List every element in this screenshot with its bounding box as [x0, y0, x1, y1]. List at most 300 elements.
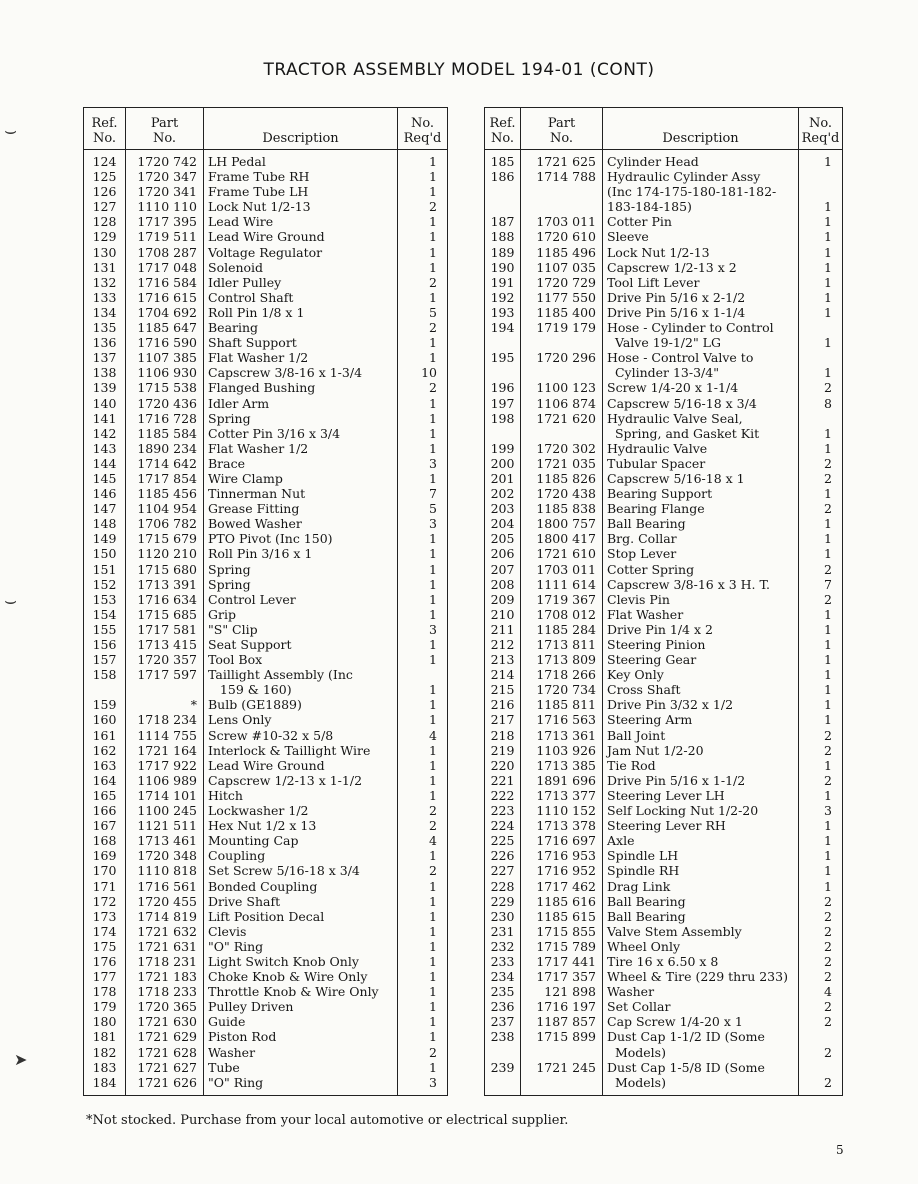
table-row: [84, 546, 448, 561]
part-no-cell: 1714 819: [126, 909, 204, 924]
table-row: [84, 501, 448, 516]
part-no-cell: 1721 035: [521, 456, 603, 471]
part-no-cell: 1717 597: [126, 667, 204, 682]
ref-no-cell: 226: [485, 848, 521, 863]
table-row: [84, 456, 448, 471]
description-cell: Washer: [204, 1045, 398, 1060]
qty-cell: 1: [799, 697, 843, 712]
ref-no-header: Ref. No.: [485, 108, 521, 150]
part-no-cell: 1721 610: [521, 546, 603, 561]
description-cell: Pulley Driven: [204, 999, 398, 1014]
ref-no-cell: 224: [485, 818, 521, 833]
table-row: [84, 516, 448, 531]
part-no-cell: 1721 620: [521, 411, 603, 426]
ref-no-cell: 154: [84, 607, 126, 622]
part-no-cell: [521, 365, 603, 380]
qty-cell: 1: [799, 516, 843, 531]
qty-cell: 1: [398, 909, 448, 924]
part-no-cell: 1185 616: [521, 894, 603, 909]
table-row: [485, 999, 843, 1014]
ref-no-cell: [485, 1075, 521, 1096]
qty-cell: 1: [398, 577, 448, 592]
ref-no-cell: 134: [84, 305, 126, 320]
description-cell: Cross Shaft: [603, 682, 799, 697]
part-no-cell: 1713 378: [521, 818, 603, 833]
table-row: [84, 396, 448, 411]
part-no-cell: 1717 357: [521, 969, 603, 984]
part-no-cell: 1721 632: [126, 924, 204, 939]
description-cell: Tubular Spacer: [603, 456, 799, 471]
description-cell: PTO Pivot (Inc 150): [204, 531, 398, 546]
ref-no-cell: 190: [485, 260, 521, 275]
ref-no-cell: 236: [485, 999, 521, 1014]
ref-no-cell: 170: [84, 863, 126, 878]
part-no-cell: 1715 679: [126, 531, 204, 546]
qty-cell: 1: [398, 350, 448, 365]
ref-no-cell: 179: [84, 999, 126, 1014]
part-no-cell: 1111 614: [521, 577, 603, 592]
description-cell: Dust Cap 1-1/2 ID (Some: [603, 1029, 799, 1044]
description-cell: Spring, and Gasket Kit: [603, 426, 799, 441]
ref-no-cell: 203: [485, 501, 521, 516]
ref-no-cell: [485, 1045, 521, 1060]
table-row: [84, 879, 448, 894]
table-row: [485, 562, 843, 577]
part-no-cell: 1715 899: [521, 1029, 603, 1044]
table-row: [485, 396, 843, 411]
part-no-cell: 1720 341: [126, 184, 204, 199]
table-row: [485, 592, 843, 607]
description-cell: Brg. Collar: [603, 531, 799, 546]
qty-cell: [398, 667, 448, 682]
description-cell: Wheel & Tire (229 thru 233): [603, 969, 799, 984]
qty-cell: 1: [799, 607, 843, 622]
qty-cell: 1: [799, 788, 843, 803]
qty-cell: 7: [799, 577, 843, 592]
description-cell: Throttle Knob & Wire Only: [204, 984, 398, 999]
parts-table-right: [484, 107, 843, 1096]
table-row: [84, 969, 448, 984]
table-row: [84, 818, 448, 833]
description-cell: Mounting Cap: [204, 833, 398, 848]
qty-cell: 2: [398, 818, 448, 833]
part-no-cell: 1721 626: [126, 1075, 204, 1096]
part-no-cell: 1107 035: [521, 260, 603, 275]
part-no-cell: 1703 011: [521, 214, 603, 229]
description-cell: Lockwasher 1/2: [204, 803, 398, 818]
part-no-cell: 1185 615: [521, 909, 603, 924]
qty-cell: 1: [799, 486, 843, 501]
part-no-cell: 1720 347: [126, 169, 204, 184]
table-row: [84, 592, 448, 607]
description-cell: Frame Tube LH: [204, 184, 398, 199]
table-row: [485, 150, 843, 170]
ref-no-cell: 171: [84, 879, 126, 894]
table-row: [84, 637, 448, 652]
ref-no-cell: [485, 426, 521, 441]
table-row: [485, 1060, 843, 1075]
part-no-cell: 1720 302: [521, 441, 603, 456]
qty-cell: 1: [398, 999, 448, 1014]
ref-no-cell: 235: [485, 984, 521, 999]
table-row: [485, 245, 843, 260]
ref-no-cell: 174: [84, 924, 126, 939]
ref-no-cell: 213: [485, 652, 521, 667]
ref-no-cell: 152: [84, 577, 126, 592]
table-row: [84, 773, 448, 788]
table-row: [84, 999, 448, 1014]
description-cell: Capscrew 3/8-16 x 3 H. T.: [603, 577, 799, 592]
description-cell: Idler Pulley: [204, 275, 398, 290]
table-row: [485, 350, 843, 365]
qty-cell: 1: [398, 592, 448, 607]
part-no-cell: 1185 826: [521, 471, 603, 486]
ref-no-cell: 204: [485, 516, 521, 531]
description-cell: Wheel Only: [603, 939, 799, 954]
part-no-cell: 1721 164: [126, 743, 204, 758]
part-no-cell: [521, 199, 603, 214]
qty-cell: 1: [398, 260, 448, 275]
table-row: [485, 411, 843, 426]
qty-cell: 1: [799, 879, 843, 894]
qty-cell: 7: [398, 486, 448, 501]
qty-cell: 1: [398, 335, 448, 350]
description-cell: "O" Ring: [204, 1075, 398, 1096]
ref-no-cell: 126: [84, 184, 126, 199]
part-no-cell: 1715 685: [126, 607, 204, 622]
table-row: [485, 380, 843, 395]
ref-no-cell: 199: [485, 441, 521, 456]
part-no-cell: 1185 284: [521, 622, 603, 637]
description-cell: (Inc 174-175-180-181-182-: [603, 184, 799, 199]
ref-no-cell: 155: [84, 622, 126, 637]
part-no-cell: 1713 391: [126, 577, 204, 592]
table-row: [485, 697, 843, 712]
description-cell: Spindle RH: [603, 863, 799, 878]
part-no-cell: 1103 926: [521, 743, 603, 758]
qty-cell: 2: [799, 1045, 843, 1060]
table-row: [485, 169, 843, 184]
description-cell: LH Pedal: [204, 150, 398, 170]
table-row: [84, 1045, 448, 1060]
table-row: [485, 1045, 843, 1060]
table-row: [485, 879, 843, 894]
description-cell: Ball Bearing: [603, 894, 799, 909]
ref-no-cell: 160: [84, 712, 126, 727]
qty-cell: 1: [398, 758, 448, 773]
qty-cell: 1: [398, 1029, 448, 1044]
table-row: [84, 939, 448, 954]
description-cell: Cotter Pin 3/16 x 3/4: [204, 426, 398, 441]
table-row: [84, 380, 448, 395]
qty-cell: 1: [799, 426, 843, 441]
table-row: [485, 712, 843, 727]
qty-cell: 1: [799, 150, 843, 170]
qty-cell: 2: [799, 380, 843, 395]
table-row: [84, 894, 448, 909]
qty-cell: 1: [799, 441, 843, 456]
qty-cell: 2: [799, 939, 843, 954]
qty-cell: 1: [398, 411, 448, 426]
table-row: [84, 531, 448, 546]
description-header: Description: [204, 108, 398, 150]
ref-no-cell: 188: [485, 229, 521, 244]
ref-no-cell: 237: [485, 1014, 521, 1029]
description-cell: Tire 16 x 6.50 x 8: [603, 954, 799, 969]
table-row: [84, 909, 448, 924]
description-cell: Lens Only: [204, 712, 398, 727]
qty-cell: 2: [799, 1075, 843, 1096]
description-cell: Drive Pin 3/32 x 1/2: [603, 697, 799, 712]
description-cell: Drive Pin 1/4 x 2: [603, 622, 799, 637]
description-cell: Steering Lever LH: [603, 788, 799, 803]
part-no-cell: 1708 287: [126, 245, 204, 260]
qty-cell: 1: [398, 743, 448, 758]
ref-no-cell: 220: [485, 758, 521, 773]
description-cell: Drive Shaft: [204, 894, 398, 909]
part-no-cell: [126, 682, 204, 697]
part-no-cell: 1721 628: [126, 1045, 204, 1060]
ref-no-cell: 216: [485, 697, 521, 712]
table-row: [485, 260, 843, 275]
table-row: [84, 214, 448, 229]
table-row: [485, 1014, 843, 1029]
part-no-cell: 1720 438: [521, 486, 603, 501]
table-row: [84, 848, 448, 863]
qty-cell: [799, 169, 843, 184]
part-no-cell: 1717 395: [126, 214, 204, 229]
description-cell: Cap Screw 1/4-20 x 1: [603, 1014, 799, 1029]
qty-cell: 1: [799, 199, 843, 214]
ref-no-cell: 156: [84, 637, 126, 652]
qty-cell: 2: [799, 501, 843, 516]
description-cell: Bearing Support: [603, 486, 799, 501]
table-row: [485, 894, 843, 909]
description-cell: Light Switch Knob Only: [204, 954, 398, 969]
table-row: [485, 471, 843, 486]
ref-no-cell: 233: [485, 954, 521, 969]
description-cell: Clevis Pin: [603, 592, 799, 607]
part-no-cell: 1716 615: [126, 290, 204, 305]
qty-cell: 1: [398, 184, 448, 199]
description-cell: Hydraulic Cylinder Assy: [603, 169, 799, 184]
description-cell: Ball Joint: [603, 728, 799, 743]
part-no-cell: 1716 563: [521, 712, 603, 727]
description-cell: 159 & 160): [204, 682, 398, 697]
ref-no-cell: 124: [84, 150, 126, 170]
part-no-cell: 1177 550: [521, 290, 603, 305]
part-no-cell: 1716 197: [521, 999, 603, 1014]
table-row: [84, 441, 448, 456]
part-no-cell: 1717 922: [126, 758, 204, 773]
table-row: [84, 471, 448, 486]
ref-no-cell: 192: [485, 290, 521, 305]
qty-cell: 1: [398, 150, 448, 170]
qty-cell: 2: [398, 803, 448, 818]
qty-cell: 1: [398, 531, 448, 546]
part-no-cell: 1721 630: [126, 1014, 204, 1029]
ref-no-cell: 234: [485, 969, 521, 984]
description-cell: Taillight Assembly (Inc: [204, 667, 398, 682]
part-no-cell: 1721 627: [126, 1060, 204, 1075]
ref-no-cell: 212: [485, 637, 521, 652]
qty-cell: 1: [398, 969, 448, 984]
description-cell: Valve Stem Assembly: [603, 924, 799, 939]
description-cell: Hydraulic Valve Seal,: [603, 411, 799, 426]
part-no-cell: [521, 426, 603, 441]
table-row: [485, 501, 843, 516]
ref-no-cell: 162: [84, 743, 126, 758]
part-no-cell: 1720 296: [521, 350, 603, 365]
description-cell: Capscrew 5/16-18 x 3/4: [603, 396, 799, 411]
description-cell: Steering Pinion: [603, 637, 799, 652]
table-row: [485, 426, 843, 441]
table-row: [485, 622, 843, 637]
table-row: [84, 803, 448, 818]
part-no-cell: 1185 400: [521, 305, 603, 320]
description-cell: Lift Position Decal: [204, 909, 398, 924]
table-row: [485, 607, 843, 622]
ref-no-cell: 158: [84, 667, 126, 682]
qty-cell: [799, 350, 843, 365]
description-cell: Roll Pin 3/16 x 1: [204, 546, 398, 561]
ref-no-cell: 207: [485, 562, 521, 577]
qty-header: No. Req'd: [398, 108, 448, 150]
binder-hole-mark: ⌣: [4, 118, 18, 142]
description-cell: Valve 19-1/2" LG: [603, 335, 799, 350]
qty-cell: 2: [799, 1014, 843, 1029]
qty-cell: 1: [398, 682, 448, 697]
description-cell: Key Only: [603, 667, 799, 682]
description-cell: Tube: [204, 1060, 398, 1075]
qty-header: No. Req'd: [799, 108, 843, 150]
ref-no-cell: 221: [485, 773, 521, 788]
description-cell: Steering Arm: [603, 712, 799, 727]
part-no-header: Part No.: [521, 108, 603, 150]
ref-no-cell: 176: [84, 954, 126, 969]
description-cell: Drive Pin 5/16 x 2-1/2: [603, 290, 799, 305]
qty-cell: 1: [398, 894, 448, 909]
table-row: [485, 199, 843, 214]
table-row: [485, 743, 843, 758]
description-cell: Bulb (GE1889): [204, 697, 398, 712]
description-cell: Clevis: [204, 924, 398, 939]
part-no-cell: 1720 455: [126, 894, 204, 909]
description-cell: Tool Box: [204, 652, 398, 667]
table-row: [84, 245, 448, 260]
table-row: [485, 954, 843, 969]
part-no-cell: 1713 361: [521, 728, 603, 743]
qty-cell: 4: [398, 728, 448, 743]
ref-no-header: Ref. No.: [84, 108, 126, 150]
part-no-cell: 1713 809: [521, 652, 603, 667]
qty-cell: 1: [799, 682, 843, 697]
part-no-cell: 1106 874: [521, 396, 603, 411]
part-no-cell: 1720 348: [126, 848, 204, 863]
qty-cell: 4: [799, 984, 843, 999]
ref-no-cell: 136: [84, 335, 126, 350]
qty-cell: 1: [398, 245, 448, 260]
ref-no-cell: 182: [84, 1045, 126, 1060]
ref-no-cell: 230: [485, 909, 521, 924]
part-no-cell: 1716 953: [521, 848, 603, 863]
part-no-cell: 1185 838: [521, 501, 603, 516]
qty-cell: 3: [398, 1075, 448, 1096]
qty-cell: 1: [799, 637, 843, 652]
part-no-cell: 1110 110: [126, 199, 204, 214]
page-number: 5: [836, 1143, 844, 1157]
table-row: [485, 335, 843, 350]
part-no-cell: 1713 811: [521, 637, 603, 652]
part-no-cell: 1717 048: [126, 260, 204, 275]
description-cell: Voltage Regulator: [204, 245, 398, 260]
ref-no-cell: 132: [84, 275, 126, 290]
ref-no-cell: 197: [485, 396, 521, 411]
binder-hole-mark: ⌣: [4, 588, 18, 612]
parts-table-left: [83, 107, 448, 1096]
table-row: [84, 984, 448, 999]
table-row: [84, 577, 448, 592]
ref-no-cell: 227: [485, 863, 521, 878]
description-cell: Bearing Flange: [603, 501, 799, 516]
table-row: [485, 939, 843, 954]
part-no-cell: 1717 581: [126, 622, 204, 637]
part-no-cell: 1716 584: [126, 275, 204, 290]
ref-no-cell: 232: [485, 939, 521, 954]
ref-no-cell: 210: [485, 607, 521, 622]
qty-cell: 1: [398, 712, 448, 727]
part-no-cell: 1716 590: [126, 335, 204, 350]
ref-no-cell: 139: [84, 380, 126, 395]
ref-no-cell: 209: [485, 592, 521, 607]
ref-no-cell: [485, 199, 521, 214]
part-no-cell: 1713 415: [126, 637, 204, 652]
table-row: [485, 320, 843, 335]
qty-cell: 1: [398, 607, 448, 622]
ref-no-cell: 178: [84, 984, 126, 999]
part-no-cell: 1110 152: [521, 803, 603, 818]
table-row: [84, 260, 448, 275]
table-row: [84, 562, 448, 577]
ref-no-cell: 217: [485, 712, 521, 727]
table-row: [485, 486, 843, 501]
part-no-cell: 1715 789: [521, 939, 603, 954]
qty-cell: 1: [799, 214, 843, 229]
part-no-cell: 1720 365: [126, 999, 204, 1014]
table-row: [485, 667, 843, 682]
table-row: [84, 305, 448, 320]
ref-no-cell: 218: [485, 728, 521, 743]
part-no-cell: 1718 231: [126, 954, 204, 969]
ref-no-cell: 138: [84, 365, 126, 380]
ref-no-cell: 228: [485, 879, 521, 894]
qty-cell: [799, 184, 843, 199]
qty-cell: 1: [799, 531, 843, 546]
description-cell: Shaft Support: [204, 335, 398, 350]
table-row: [84, 150, 448, 170]
part-no-cell: 1714 788: [521, 169, 603, 184]
table-row: [84, 275, 448, 290]
ref-no-cell: 143: [84, 441, 126, 456]
description-cell: Set Collar: [603, 999, 799, 1014]
part-no-cell: 1719 179: [521, 320, 603, 335]
ref-no-cell: 151: [84, 562, 126, 577]
part-no-cell: 1716 728: [126, 411, 204, 426]
qty-cell: 2: [398, 380, 448, 395]
part-no-cell: 1716 952: [521, 863, 603, 878]
table-row: [485, 1075, 843, 1096]
table-row: [485, 773, 843, 788]
